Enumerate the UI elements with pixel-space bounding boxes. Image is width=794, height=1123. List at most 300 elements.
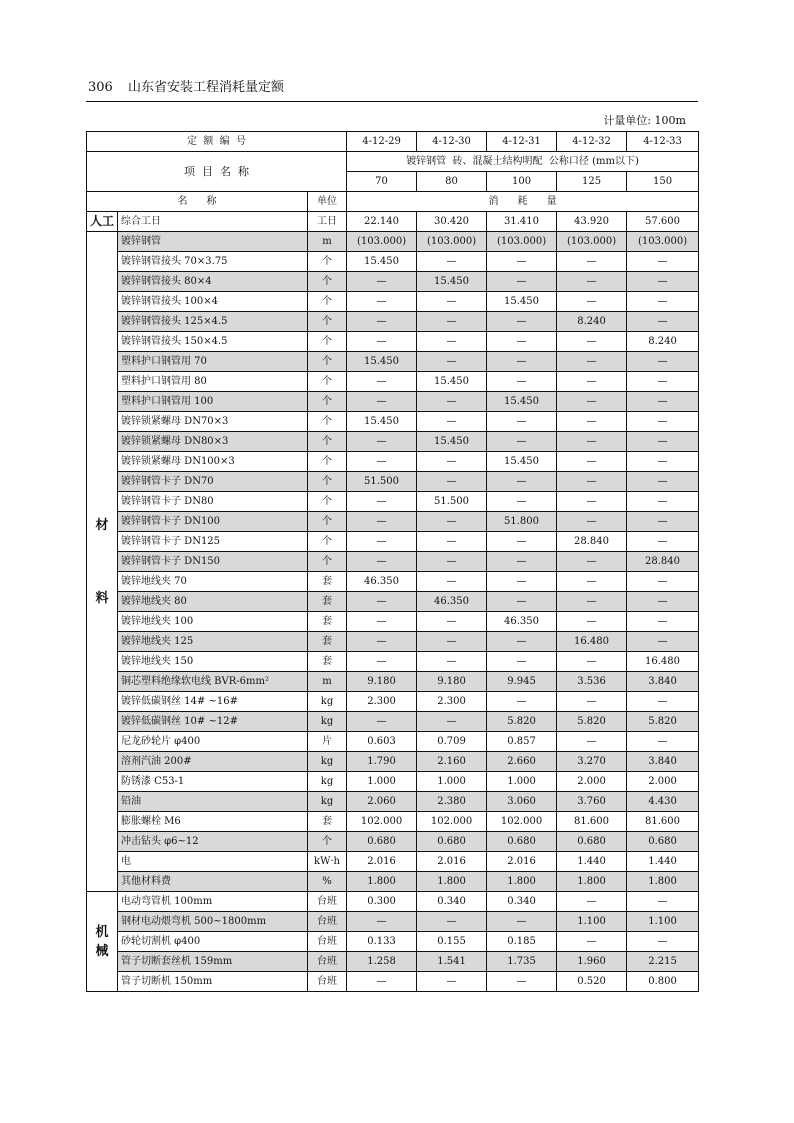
material-row	[87, 832, 699, 852]
material-row	[87, 492, 699, 512]
item-unit: 个	[308, 452, 347, 472]
item-unit: 套	[308, 572, 347, 592]
item-name: 电动弯管机 100mm	[118, 892, 308, 912]
item-value: —	[627, 932, 699, 952]
item-value: —	[347, 972, 417, 992]
item-value: —	[627, 572, 699, 592]
item-unit: %	[308, 872, 347, 892]
item-value: —	[487, 972, 557, 992]
item-unit: 套	[308, 812, 347, 832]
item-value: —	[417, 712, 487, 732]
item-value: —	[347, 292, 417, 312]
item-unit: 片	[308, 732, 347, 752]
item-unit: 台班	[308, 972, 347, 992]
material-row	[87, 752, 699, 772]
item-value: 0.680	[627, 832, 699, 852]
item-value: —	[487, 572, 557, 592]
labor-category: 人工	[87, 212, 118, 232]
labor-value: 57.600	[627, 212, 699, 232]
material-row	[87, 352, 699, 372]
item-value: —	[557, 332, 627, 352]
item-value: —	[557, 512, 627, 532]
material-row	[87, 792, 699, 812]
item-value: 1.000	[487, 772, 557, 792]
column-unit-header: 单位	[308, 192, 347, 212]
code-cell: 4-12-32	[557, 132, 627, 152]
item-value: —	[347, 592, 417, 612]
item-value: (103.000)	[487, 232, 557, 252]
item-unit: 台班	[308, 952, 347, 972]
diameter-cell: 150	[627, 172, 699, 192]
item-value: —	[487, 432, 557, 452]
page-number: 306	[88, 80, 113, 95]
item-value: —	[487, 412, 557, 432]
item-value: 1.800	[627, 872, 699, 892]
item-value: —	[417, 632, 487, 652]
machinery-row	[87, 912, 699, 932]
item-value: 1.800	[487, 872, 557, 892]
item-name: 塑料护口钢管用 100	[118, 392, 308, 412]
item-value: —	[557, 572, 627, 592]
item-value: —	[557, 452, 627, 472]
item-unit: 个	[308, 412, 347, 432]
item-value: 0.185	[487, 932, 557, 952]
item-unit: 个	[308, 392, 347, 412]
item-name: 镀锌地线夹 150	[118, 652, 308, 672]
item-value: 51.800	[487, 512, 557, 532]
item-value: 9.945	[487, 672, 557, 692]
item-value: —	[417, 452, 487, 472]
item-name: 镀锌钢管卡子 DN100	[118, 512, 308, 532]
item-value: 102.000	[487, 812, 557, 832]
item-unit: kg	[308, 752, 347, 772]
item-name: 钢材电动煨弯机 500~1800mm	[118, 912, 308, 932]
item-group-row	[87, 152, 699, 172]
item-value: —	[487, 472, 557, 492]
item-value: (103.000)	[557, 232, 627, 252]
item-value: 1.790	[347, 752, 417, 772]
item-name: 镀锌钢管接头 70×3.75	[118, 252, 308, 272]
material-row	[87, 432, 699, 452]
item-unit: 个	[308, 272, 347, 292]
item-value: —	[627, 492, 699, 512]
item-value: —	[627, 412, 699, 432]
item-value: 102.000	[347, 812, 417, 832]
item-value: —	[627, 352, 699, 372]
item-unit: kg	[308, 712, 347, 732]
item-value: 0.340	[417, 892, 487, 912]
item-value: 1.735	[487, 952, 557, 972]
item-unit: 台班	[308, 912, 347, 932]
item-value: 46.350	[417, 592, 487, 612]
item-value: 16.480	[627, 652, 699, 672]
item-name: 镀锌钢管接头 125×4.5	[118, 312, 308, 332]
item-value: —	[557, 592, 627, 612]
item-value: —	[347, 512, 417, 532]
item-value: —	[347, 492, 417, 512]
material-row	[87, 552, 699, 572]
item-value: —	[627, 612, 699, 632]
item-value: (103.000)	[417, 232, 487, 252]
item-name: 铅油	[118, 792, 308, 812]
materials-category	[87, 232, 118, 892]
item-value: 15.450	[487, 452, 557, 472]
item-value: —	[487, 632, 557, 652]
item-name: 镀锌钢管卡子 DN150	[118, 552, 308, 572]
item-value: 16.480	[557, 632, 627, 652]
item-value: —	[557, 932, 627, 952]
item-value: —	[557, 472, 627, 492]
item-value: —	[347, 712, 417, 732]
category-char: 械	[95, 943, 109, 959]
item-unit: 个	[308, 292, 347, 312]
machinery-row	[87, 932, 699, 952]
item-unit: 个	[308, 432, 347, 452]
item-name: 管子切断套丝机 159mm	[118, 952, 308, 972]
item-value: 8.240	[557, 312, 627, 332]
item-unit: m	[308, 232, 347, 252]
item-value: —	[487, 252, 557, 272]
item-value: —	[417, 552, 487, 572]
item-value: 1.100	[627, 912, 699, 932]
item-value: —	[417, 392, 487, 412]
item-value: 0.300	[347, 892, 417, 912]
code-cell: 4-12-30	[417, 132, 487, 152]
material-row	[87, 292, 699, 312]
item-value: 1.800	[347, 872, 417, 892]
item-value: 15.450	[347, 252, 417, 272]
item-value: 3.270	[557, 752, 627, 772]
item-name: 溶剂汽油 200#	[118, 752, 308, 772]
item-value: 1.800	[417, 872, 487, 892]
item-group-title: 镀锌钢管 砖、混凝土结构明配 公称口径 (mm以下)	[347, 152, 699, 172]
item-value: —	[557, 492, 627, 512]
item-value: 5.820	[487, 712, 557, 732]
item-value: —	[487, 352, 557, 372]
code-row	[87, 132, 699, 152]
item-value: —	[487, 492, 557, 512]
item-value: —	[557, 612, 627, 632]
item-value: 2.000	[627, 772, 699, 792]
item-value: —	[627, 632, 699, 652]
item-value: —	[417, 572, 487, 592]
item-value: 1.440	[627, 852, 699, 872]
item-value: —	[557, 892, 627, 912]
item-value: 1.960	[557, 952, 627, 972]
material-row	[87, 632, 699, 652]
item-name: 铜芯塑料绝缘软电线 BVR-6mm²	[118, 672, 308, 692]
item-value: 0.680	[557, 832, 627, 852]
item-name: 镀锌地线夹 80	[118, 592, 308, 612]
item-unit: 个	[308, 312, 347, 332]
item-value: 1.541	[417, 952, 487, 972]
item-value: —	[627, 452, 699, 472]
item-name: 其他材料费	[118, 872, 308, 892]
item-value: —	[347, 632, 417, 652]
item-value: 0.680	[417, 832, 487, 852]
material-row	[87, 452, 699, 472]
item-value: 0.709	[417, 732, 487, 752]
item-value: 2.000	[557, 772, 627, 792]
labor-name: 综合工日	[118, 212, 308, 232]
item-value: 2.300	[417, 692, 487, 712]
material-row	[87, 392, 699, 412]
item-name: 防锈漆 C53-1	[118, 772, 308, 792]
consumption-header: 消 耗 量	[347, 192, 699, 212]
item-value: 4.430	[627, 792, 699, 812]
material-row	[87, 472, 699, 492]
item-value: 0.800	[627, 972, 699, 992]
item-value: —	[627, 252, 699, 272]
labor-value: 22.140	[347, 212, 417, 232]
item-value: —	[557, 412, 627, 432]
material-row	[87, 532, 699, 552]
item-value: —	[557, 292, 627, 312]
item-unit: 个	[308, 352, 347, 372]
item-value: 5.820	[557, 712, 627, 732]
column-header-row	[87, 192, 699, 212]
item-unit: kg	[308, 692, 347, 712]
item-unit: kg	[308, 792, 347, 812]
item-value: 9.180	[417, 672, 487, 692]
item-value: 0.520	[557, 972, 627, 992]
item-name: 镀锌钢管	[118, 232, 308, 252]
labor-value: 31.410	[487, 212, 557, 232]
item-value: —	[557, 392, 627, 412]
item-value: —	[487, 552, 557, 572]
item-unit: 个	[308, 552, 347, 572]
item-value: —	[417, 512, 487, 532]
item-value: —	[417, 312, 487, 332]
item-value: —	[347, 452, 417, 472]
item-name: 膨胀螺栓 M6	[118, 812, 308, 832]
item-value: 2.060	[347, 792, 417, 812]
material-row	[87, 412, 699, 432]
item-name-label: 项 目 名 称	[87, 152, 347, 192]
material-row	[87, 512, 699, 532]
item-value: —	[347, 532, 417, 552]
item-value: 15.450	[347, 352, 417, 372]
material-row	[87, 372, 699, 392]
item-value: 15.450	[487, 392, 557, 412]
item-value: 2.300	[347, 692, 417, 712]
labor-value: 30.420	[417, 212, 487, 232]
item-value: 2.160	[417, 752, 487, 772]
item-value: —	[557, 252, 627, 272]
item-value: —	[487, 912, 557, 932]
item-value: 3.060	[487, 792, 557, 812]
item-value: —	[347, 332, 417, 352]
item-unit: 个	[308, 252, 347, 272]
item-value: —	[417, 912, 487, 932]
item-value: —	[487, 532, 557, 552]
item-value: —	[347, 612, 417, 632]
item-value: 1.100	[557, 912, 627, 932]
material-row	[87, 312, 699, 332]
item-value: —	[557, 692, 627, 712]
item-value: —	[627, 432, 699, 452]
item-value: 0.155	[417, 932, 487, 952]
item-value: —	[347, 392, 417, 412]
quota-table	[86, 131, 699, 992]
material-row	[87, 852, 699, 872]
item-value: 0.857	[487, 732, 557, 752]
item-value: —	[557, 732, 627, 752]
item-value: —	[627, 532, 699, 552]
item-value: 3.840	[627, 672, 699, 692]
item-value: —	[627, 292, 699, 312]
item-value: 51.500	[347, 472, 417, 492]
item-value: (103.000)	[347, 232, 417, 252]
item-value: —	[557, 372, 627, 392]
item-value: 5.820	[627, 712, 699, 732]
item-name: 镀锌锁紧螺母 DN80×3	[118, 432, 308, 452]
material-row	[87, 252, 699, 272]
item-value: 8.240	[627, 332, 699, 352]
item-value: 15.450	[417, 272, 487, 292]
column-name-header: 名 称	[87, 192, 308, 212]
code-cell: 4-12-31	[487, 132, 557, 152]
labor-row	[87, 212, 699, 232]
material-row	[87, 332, 699, 352]
item-name: 镀锌钢管接头 150×4.5	[118, 332, 308, 352]
item-value: 46.350	[347, 572, 417, 592]
page-header	[88, 76, 284, 95]
item-value: —	[627, 272, 699, 292]
item-value: —	[557, 432, 627, 452]
labor-unit: 工日	[308, 212, 347, 232]
item-value: 9.180	[347, 672, 417, 692]
item-value: —	[627, 392, 699, 412]
item-name: 管子切断机 150mm	[118, 972, 308, 992]
item-value: 3.840	[627, 752, 699, 772]
item-value: —	[627, 312, 699, 332]
material-row	[87, 712, 699, 732]
item-unit: 个	[308, 492, 347, 512]
item-value: 28.840	[557, 532, 627, 552]
item-name: 镀锌低碳钢丝 14# ~16#	[118, 692, 308, 712]
item-value: 15.450	[417, 372, 487, 392]
item-value: —	[347, 372, 417, 392]
item-value: —	[627, 692, 699, 712]
item-name: 镀锌钢管卡子 DN70	[118, 472, 308, 492]
item-value: —	[557, 652, 627, 672]
material-row	[87, 612, 699, 632]
item-unit: 个	[308, 532, 347, 552]
item-unit: 个	[308, 472, 347, 492]
diameter-cell: 125	[557, 172, 627, 192]
item-name: 镀锌地线夹 70	[118, 572, 308, 592]
item-value: 46.350	[487, 612, 557, 632]
item-value: 1.800	[557, 872, 627, 892]
item-value: —	[627, 372, 699, 392]
item-value: —	[487, 332, 557, 352]
item-name: 尼龙砂轮片 φ400	[118, 732, 308, 752]
material-row	[87, 772, 699, 792]
item-name: 塑料护口钢管用 70	[118, 352, 308, 372]
item-value: 0.680	[347, 832, 417, 852]
item-value: 3.760	[557, 792, 627, 812]
material-row	[87, 672, 699, 692]
item-name: 砂轮切割机 φ400	[118, 932, 308, 952]
item-value: —	[417, 972, 487, 992]
item-value: 81.600	[627, 812, 699, 832]
book-title: 山东省安装工程消耗量定额	[128, 80, 285, 95]
material-row	[87, 572, 699, 592]
item-value: —	[417, 532, 487, 552]
item-value: —	[487, 312, 557, 332]
item-value: —	[557, 352, 627, 372]
item-unit: m	[308, 672, 347, 692]
item-value: 0.133	[347, 932, 417, 952]
item-value: 81.600	[557, 812, 627, 832]
material-row	[87, 592, 699, 612]
item-name: 塑料护口钢管用 80	[118, 372, 308, 392]
machinery-row	[87, 892, 699, 912]
item-unit: kg	[308, 772, 347, 792]
diameter-cell: 100	[487, 172, 557, 192]
item-value: 2.380	[417, 792, 487, 812]
category-char: 材	[95, 517, 109, 533]
category-char: 料	[95, 590, 109, 606]
material-row	[87, 872, 699, 892]
item-value: 28.840	[627, 552, 699, 572]
item-name: 镀锌钢管接头 100×4	[118, 292, 308, 312]
item-value: 1.000	[347, 772, 417, 792]
machinery-category	[87, 892, 118, 992]
material-row	[87, 652, 699, 672]
item-value: —	[417, 472, 487, 492]
diameter-cell: 80	[417, 172, 487, 192]
item-name: 镀锌钢管卡子 DN80	[118, 492, 308, 512]
item-value: —	[347, 652, 417, 672]
item-name: 镀锌钢管卡子 DN125	[118, 532, 308, 552]
item-value: —	[487, 652, 557, 672]
item-value: —	[417, 292, 487, 312]
item-name: 镀锌低碳钢丝 10# ~12#	[118, 712, 308, 732]
item-value: 2.016	[417, 852, 487, 872]
material-row	[87, 812, 699, 832]
category-char: 机	[95, 924, 109, 940]
item-value: —	[487, 372, 557, 392]
item-value: (103.000)	[627, 232, 699, 252]
item-unit: 个	[308, 332, 347, 352]
item-value: —	[417, 352, 487, 372]
item-unit: 台班	[308, 932, 347, 952]
code-cell: 4-12-29	[347, 132, 417, 152]
item-value: —	[347, 272, 417, 292]
item-value: 2.660	[487, 752, 557, 772]
code-label: 定 额 编 号	[87, 132, 347, 152]
labor-value: 43.920	[557, 212, 627, 232]
diameter-cell: 70	[347, 172, 417, 192]
item-value: 15.450	[487, 292, 557, 312]
item-unit: 套	[308, 612, 347, 632]
item-value: 2.016	[487, 852, 557, 872]
material-row	[87, 732, 699, 752]
item-value: —	[417, 612, 487, 632]
item-value: 51.500	[417, 492, 487, 512]
item-value: 102.000	[417, 812, 487, 832]
item-unit: 套	[308, 592, 347, 612]
item-value: 3.536	[557, 672, 627, 692]
item-value: —	[417, 252, 487, 272]
measurement-unit: 计量单位: 100m	[603, 114, 686, 127]
item-value: —	[417, 652, 487, 672]
item-value: 0.680	[487, 832, 557, 852]
item-value: 0.603	[347, 732, 417, 752]
material-row	[87, 232, 699, 252]
